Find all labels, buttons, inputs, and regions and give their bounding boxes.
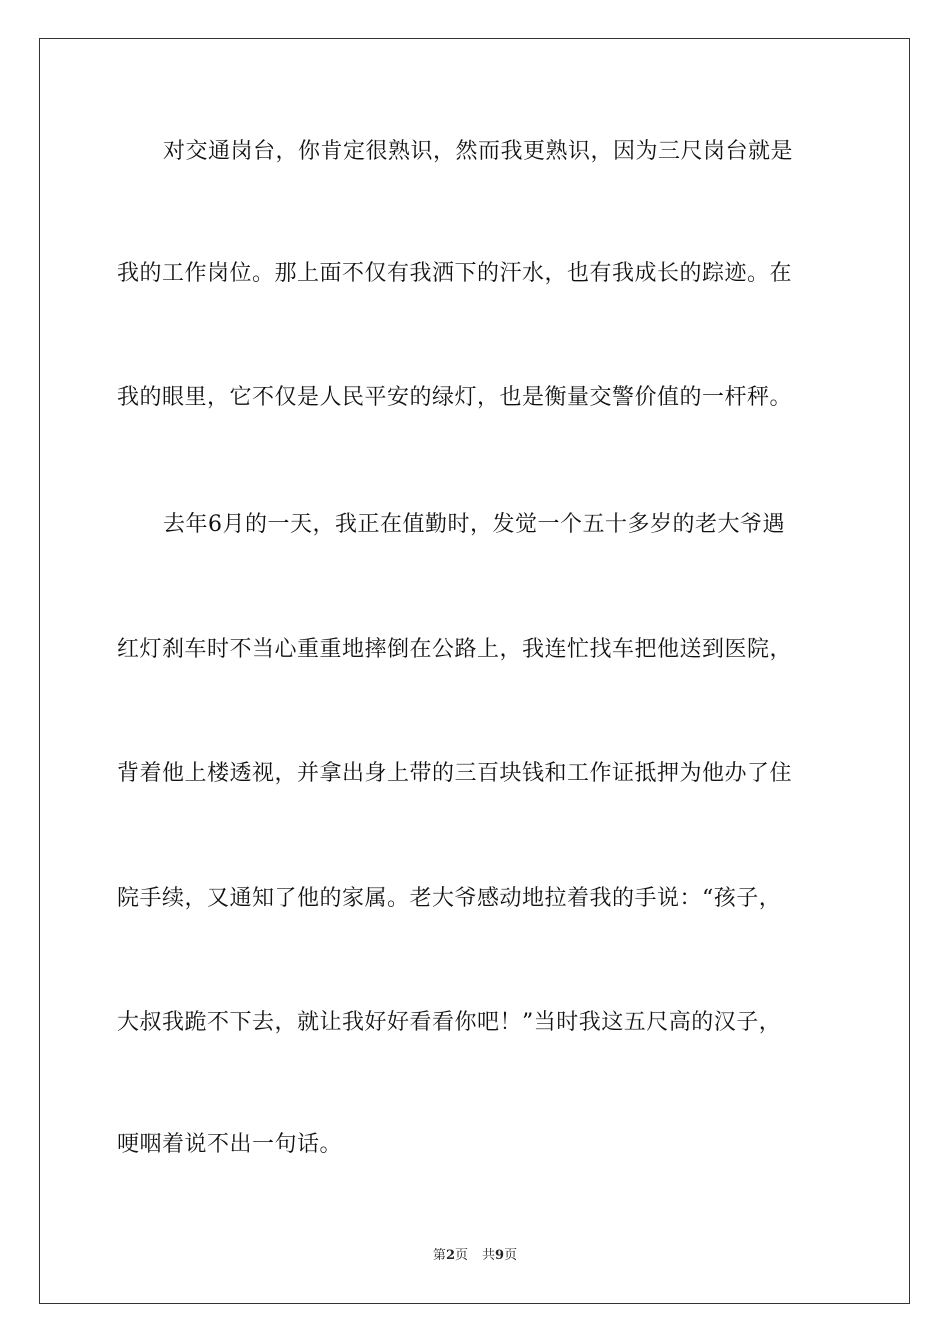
- page-footer: [0, 1247, 950, 1265]
- paragraph-2-line-5: 大叔我跪不下去，就让我好好看看你吧！”当时我这五尺高的汉子，: [117, 1010, 782, 1035]
- page-border: [39, 38, 910, 1304]
- paragraph-2-line-2: 红灯刹车时不当心重重地摔倒在公路上，我连忙找车把他送到医院，: [117, 637, 793, 662]
- paragraph-2-line-1: 去年6月的一天，我正在值勤时，发觉一个五十多岁的老大爷遇: [163, 512, 785, 537]
- paragraph-1-line-3: 我的眼里，它不仅是人民平安的绿灯，也是衡量交警价值的一杆秤。: [117, 385, 793, 410]
- page-total-suffix: 页: [504, 1248, 518, 1263]
- page-number-current: 2: [445, 1248, 455, 1263]
- paragraph-2-line-4: 院手续，又通知了他的家属。老大爷感动地拉着我的手说：“孩子，: [117, 886, 782, 911]
- paragraph-2-line-6: 哽咽着说不出一句话。: [117, 1132, 343, 1157]
- page-number-prefix: 第: [432, 1248, 446, 1263]
- page-number-suffix: 页: [454, 1248, 468, 1263]
- page-total-prefix: 共: [482, 1248, 496, 1263]
- page-total-count: 9: [495, 1248, 505, 1263]
- paragraph-1-line-2: 我的工作岗位。那上面不仅有我洒下的汗水，也有我成长的踪迹。在: [117, 261, 793, 286]
- paragraph-2-line-3: 背着他上楼透视，并拿出身上带的三百块钱和工作证抵押为他办了住: [117, 761, 793, 786]
- paragraph-1-line-1: 对交通岗台，你肯定很熟识，然而我更熟识，因为三尺岗台就是: [163, 139, 794, 164]
